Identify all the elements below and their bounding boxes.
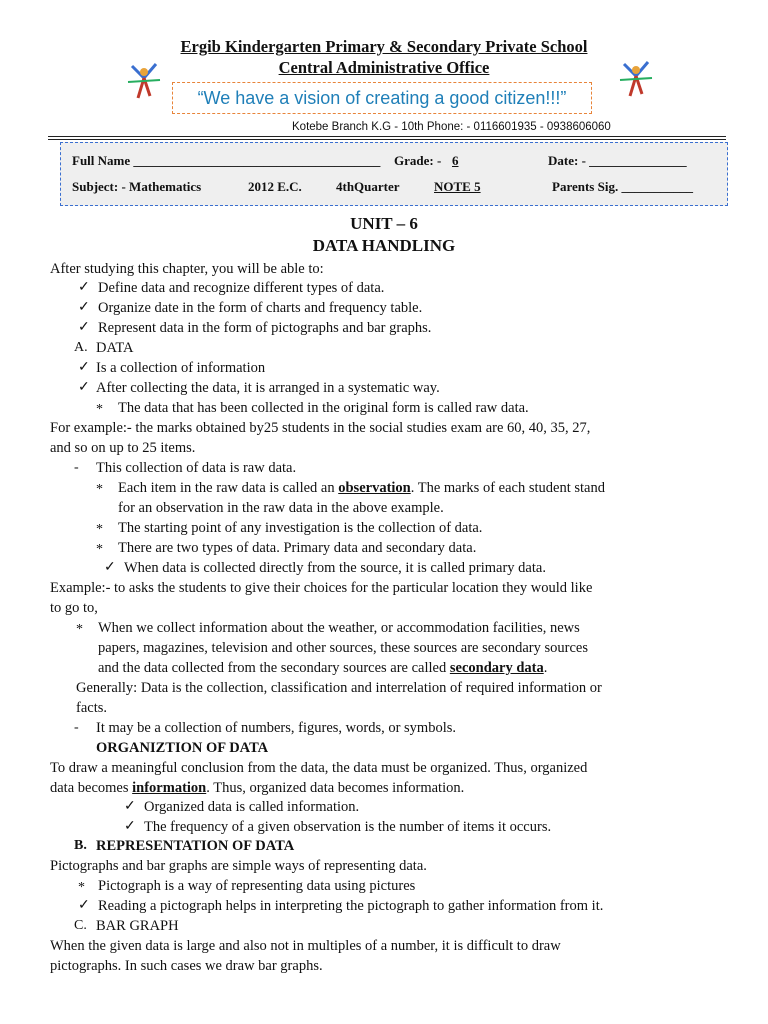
- term-information: information: [132, 780, 207, 796]
- dash-bullet: -: [74, 460, 79, 475]
- paragraph-line: data becomes information. Thus, organized data becomes information.: [50, 780, 465, 796]
- list-item: The frequency of a given observation is the number of items it occurs.: [144, 819, 552, 835]
- note-number: NOTE 5: [434, 179, 481, 194]
- student-info-box: [60, 142, 728, 206]
- section-heading-bar-graph: BAR GRAPH: [96, 918, 179, 934]
- list-item-continued: for an observation in the raw data in the above example.: [118, 500, 444, 516]
- unit-number: UNIT – 6: [350, 214, 418, 233]
- right-logo-icon: [616, 56, 656, 104]
- list-item: The data that has been collected in the original form is called raw data.: [118, 400, 529, 416]
- section-letter: C.: [74, 918, 87, 933]
- grade-value: 6: [452, 153, 459, 168]
- school-motto: “We have a vision of creating a good citizen!!!”: [172, 82, 592, 114]
- parents-signature-field: Parents Sig. ___________: [552, 179, 693, 194]
- heading-organization-of-data: ORGANIZTION OF DATA: [96, 740, 269, 756]
- term-observation: observation: [338, 480, 411, 496]
- paragraph-line: to go to,: [50, 600, 98, 616]
- paragraph-line: Generally: Data is the collection, classification and interrelation of required information or: [76, 680, 602, 696]
- paragraph-line: For example:- the marks obtained by25 students in the social studies exam are 60, 40, 35, 27,: [50, 420, 591, 436]
- paragraph-line: Example:- to asks the students to give their choices for the particular location they would like: [50, 580, 593, 596]
- list-item-continued: and the data collected from the secondary sources are called secondary data.: [98, 660, 548, 676]
- check-icon: ✓: [124, 819, 136, 834]
- list-item: Is a collection of information: [96, 360, 266, 376]
- date-field: Date: - _______________: [548, 153, 687, 168]
- list-item: This collection of data is raw data.: [96, 460, 297, 476]
- section-letter: B.: [74, 838, 87, 853]
- header-rule-bottom: [48, 139, 726, 140]
- star-bullet-icon: *: [96, 482, 103, 497]
- section-letter: A.: [74, 340, 88, 355]
- star-bullet-icon: *: [76, 622, 83, 637]
- list-item: The starting point of any investigation is the collection of data.: [118, 520, 483, 536]
- list-item: When we collect information about the weather, or accommodation facilities, news: [98, 620, 580, 636]
- list-item: Pictograph is a way of representing data using pictures: [98, 878, 416, 894]
- unit-title: DATA HANDLING: [312, 236, 456, 255]
- check-icon: ✓: [104, 560, 116, 575]
- check-icon: ✓: [78, 320, 90, 335]
- branch-contact: Kotebe Branch K.G - 10th Phone: - 0116601935 - 0938606060: [292, 121, 611, 133]
- dash-bullet: -: [74, 720, 79, 735]
- full-name-field: Full Name ______________________________________: [72, 153, 381, 168]
- section-heading-data: DATA: [96, 340, 134, 356]
- quarter: 4thQuarter: [336, 179, 400, 194]
- list-item: There are two types of data. Primary data and secondary data.: [118, 540, 477, 556]
- paragraph-line: pictographs. In such cases we draw bar graphs.: [50, 958, 323, 974]
- objective-item: Represent data in the form of pictographs and bar graphs.: [98, 320, 432, 336]
- check-icon: ✓: [78, 300, 90, 315]
- list-item: When data is collected directly from the source, it is called primary data.: [124, 560, 546, 576]
- star-bullet-icon: *: [96, 402, 103, 417]
- list-item: Organized data is called information.: [144, 799, 360, 815]
- term-secondary-data: secondary data: [449, 660, 544, 676]
- school-name: Ergib Kindergarten Primary & Secondary Private School: [180, 37, 588, 56]
- paragraph-line: and so on up to 25 items.: [50, 440, 196, 456]
- list-item-continued: papers, magazines, television and other sources, these sources are secondary sources: [98, 640, 588, 656]
- check-icon: ✓: [78, 280, 90, 295]
- subject: Subject: - Mathematics: [72, 179, 202, 194]
- star-bullet-icon: *: [96, 522, 103, 537]
- star-bullet-icon: *: [96, 542, 103, 557]
- paragraph-line: facts.: [76, 700, 107, 716]
- left-logo-icon: [124, 58, 164, 106]
- check-icon: ✓: [78, 360, 90, 375]
- check-icon: ✓: [78, 380, 90, 395]
- grade-label: Grade: -: [394, 153, 442, 168]
- header-rule-top: [48, 136, 726, 137]
- paragraph-line: To draw a meaningful conclusion from the data, the data must be organized. Thus, organized: [50, 760, 588, 776]
- list-item: It may be a collection of numbers, figures, words, or symbols.: [96, 720, 457, 736]
- office-name: Central Administrative Office: [278, 58, 490, 77]
- objective-item: Organize date in the form of charts and frequency table.: [98, 300, 423, 316]
- paragraph-line: Pictographs and bar graphs are simple ways of representing data.: [50, 858, 427, 874]
- paragraph-line: When the given data is large and also not in multiples of a number, it is difficult to draw: [50, 938, 561, 954]
- check-icon: ✓: [124, 799, 136, 814]
- section-heading-representation: REPRESENTATION OF DATA: [96, 838, 295, 854]
- list-item: Reading a pictograph helps in interpreting the pictograph to gather information from it.: [98, 898, 604, 914]
- list-item: After collecting the data, it is arranged in a systematic way.: [96, 380, 440, 396]
- year: 2012 E.C.: [248, 179, 302, 194]
- objective-item: Define data and recognize different types of data.: [98, 280, 385, 296]
- intro-line: After studying this chapter, you will be able to:: [50, 261, 324, 277]
- star-bullet-icon: *: [78, 880, 85, 895]
- check-icon: ✓: [78, 898, 90, 913]
- list-item: Each item in the raw data is called an observation. The marks of each student stand: [118, 480, 605, 496]
